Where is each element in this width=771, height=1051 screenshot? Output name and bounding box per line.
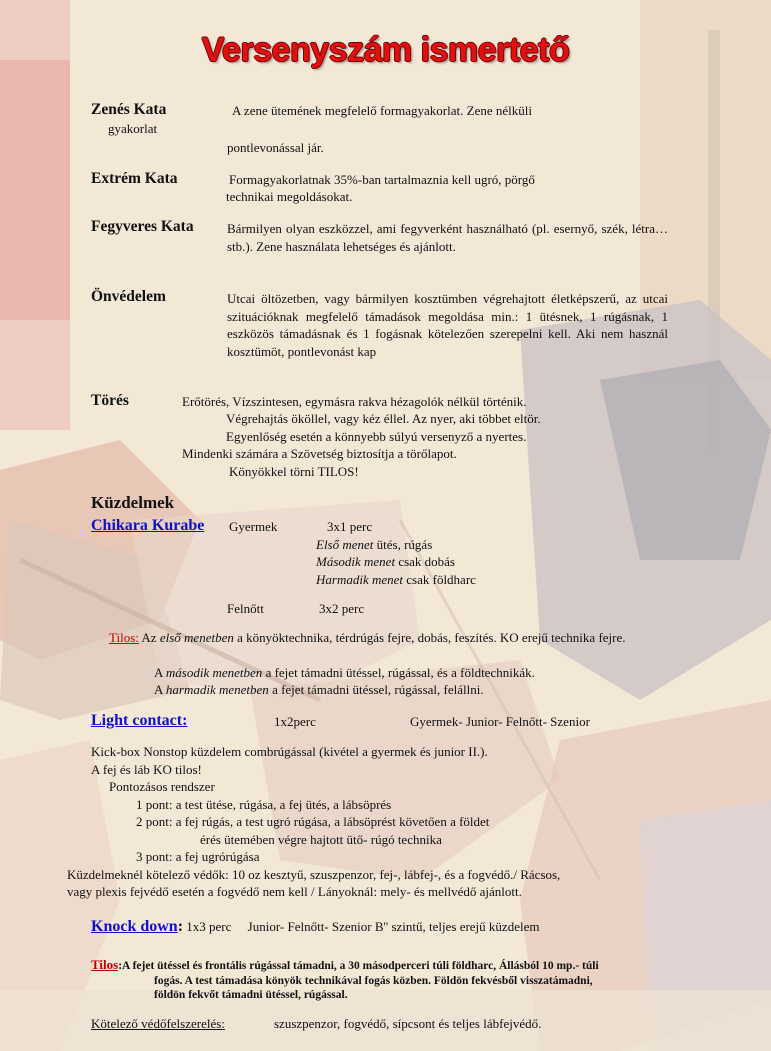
- zenes-kata-heading-sub: gyakorlat: [108, 121, 158, 136]
- masodik-em: második menetben: [165, 665, 263, 680]
- tores-line-4: Mindenki számára a Szövetség biztosítja a törőlapot.: [182, 446, 457, 461]
- light-contact-line-4: 1 pont: a test ütése, rúgása, a fej ütés, a lábsöprés: [136, 797, 392, 812]
- page-title: Versenyszám ismertető: [201, 31, 570, 69]
- tores-line-5: Könyökkel törni TILOS!: [229, 464, 359, 479]
- vedofelszereles-text: szuszpenzor, fogvédő, sípcsont és teljes lábfejvédő.: [274, 1016, 542, 1031]
- knock-down-link[interactable]: Knock down: [91, 918, 178, 935]
- light-contact-line-2: A fej és láb KO tilos!: [91, 762, 202, 777]
- extrem-kata-heading: Extrém Kata: [91, 170, 178, 187]
- chikara-kurabe-link[interactable]: Chikara Kurabe: [91, 517, 205, 534]
- light-contact-line-9: vagy plexis fejvédő esetén a fogvédő nem kell / Lányoknál: mely- és mellvédő ajánlott.: [67, 884, 522, 899]
- extrem-kata-line-2: technikai megoldásokat.: [226, 189, 353, 204]
- chikara-felnott-time: 3x2 perc: [319, 601, 365, 616]
- onvedelem-text: Utcai öltözetben, vagy bármilyen kosztümben végrehajtott életképszerű, az utcai szituációknak megfelelő támadások megoldása min.: 1 ütésnek, 1 rúgásnak, 1 eszközös támadásnak és 1 fogásnak kötelezően szerepelni kell. Aki nem használ kosztümöt, pontlevonást kap: [227, 291, 668, 359]
- knock-down-tilos-line-3: földön fekvőt támadni ütéssel, rúgással.: [154, 989, 348, 1001]
- extrem-kata-line-1: Formagyakorlatnak 35%-ban tartalmaznia kell ugró, pörgő: [229, 172, 535, 187]
- tilos-em: első menetben: [159, 630, 234, 645]
- menet-rest: csak dobás: [395, 554, 455, 569]
- tores-line-2: Végrehajtás ököllel, vagy kéz éllel. Az nyer, aki többet eltör.: [226, 411, 541, 426]
- tores-line-1: Erőtörés, Vízszintesen, egymásra rakva hézagolók nélkül történik.: [182, 394, 527, 409]
- knock-down-text: 1x3 perc Junior- Felnőtt- Szenior B'' szintű, teljes erejű küzdelem: [183, 919, 540, 934]
- chikara-felnott-label: Felnőtt: [227, 601, 264, 616]
- menet-label: Harmadik menet: [316, 572, 404, 587]
- chikara-tilos-masodik: [154, 664, 535, 682]
- menet-label: Második menet: [316, 554, 396, 569]
- knock-down-colon: :: [177, 918, 184, 935]
- tilos-text-a: Az: [138, 630, 160, 645]
- tilos-label: Tilos:: [109, 630, 139, 645]
- menet-rest: csak földharc: [403, 572, 476, 587]
- chikara-gyermek-time: 3x1 perc: [327, 519, 373, 534]
- chikara-menet-2: [316, 553, 455, 571]
- knock-tilos-label: Tilos: [91, 957, 119, 972]
- light-contact-line-8: Küzdelmeknél kötelező védők: 10 oz kesztyű, szuszpenzor, fej-, lábfej-, és a fogvédő./ Rácsos,: [67, 867, 561, 882]
- light-contact-time: 1x2perc: [274, 714, 316, 729]
- masodik-rest: a fejet támadni ütéssel, rúgással, és a földtechnikák.: [262, 665, 535, 680]
- chikara-tilos-text: [109, 629, 699, 647]
- zenes-kata-text: A zene ütemének megfelelő formagyakorlat. Zene nélküli: [232, 103, 532, 118]
- chikara-menet-3: [316, 571, 476, 589]
- zenes-kata-heading: Zenés Kata: [91, 101, 167, 118]
- menet-label: Első menet: [316, 537, 374, 552]
- tores-line-3: Egyenlőség esetén a könnyebb súlyú versenyző a nyertes.: [226, 429, 527, 444]
- chikara-gyermek-label: Gyermek: [229, 519, 278, 534]
- zenes-kata-text-2: pontlevonással jár.: [227, 140, 324, 155]
- harmadik-rest: a fejet támadni ütéssel, rúgással, felállni.: [268, 682, 484, 697]
- harmadik-em: harmadik menetben: [165, 682, 269, 697]
- chikara-menet-1: [316, 536, 432, 554]
- light-contact-line-1: Kick-box Nonstop küzdelem combrúgással (kivétel a gyermek és junior II.).: [91, 744, 488, 759]
- tilos-text-b: a könyöktechnika, térdrúgás fejre, dobás, feszítés. KO erejű technika fejre.: [233, 630, 626, 645]
- vedofelszereles-label: Kötelező védőfelszerelés:: [91, 1016, 225, 1031]
- knock-tilos-text-1: :A fejet ütéssel és frontális rúgással támadni, a 30 másodperceri túli földharc, Állásból 10 mp.- túli: [118, 960, 599, 972]
- light-contact-link[interactable]: Light contact:: [91, 712, 188, 729]
- light-contact-categories: Gyermek- Junior- Felnőtt- Szenior: [410, 714, 590, 729]
- kuzdelmek-heading: Küzdelmek: [91, 493, 175, 512]
- knock-down-row: [91, 918, 539, 936]
- harmadik-pre: A: [154, 682, 166, 697]
- tores-heading: Törés: [91, 392, 129, 409]
- fegyveres-kata-text: Bármilyen olyan eszközzel, ami fegyverként használható (pl. esernyő, szék, létra… stb.). Zene használata lehetséges és ajánlott.: [227, 221, 668, 254]
- light-contact-line-3: Pontozásos rendszer: [109, 779, 215, 794]
- onvedelem-heading: Önvédelem: [91, 288, 166, 305]
- menet-rest: ütés, rúgás: [373, 537, 433, 552]
- light-contact-line-6: érés ütemében végre hajtott ütő- rúgó technika: [200, 832, 442, 847]
- light-contact-line-5: 2 pont: a fej rúgás, a test ugró rúgása, a lábsöprést követően a földet: [136, 814, 490, 829]
- chikara-tilos-harmadik: [154, 681, 484, 699]
- knock-down-tilos-line-1: [91, 958, 599, 973]
- light-contact-line-7: 3 pont: a fej ugrórúgása: [136, 849, 260, 864]
- fegyveres-kata-heading: Fegyveres Kata: [91, 218, 194, 235]
- masodik-pre: A: [154, 665, 166, 680]
- knock-down-tilos-line-2: fogás. A test támadása könyök technikával fogás közben. Földön fekvésből visszatámadni,: [154, 975, 593, 987]
